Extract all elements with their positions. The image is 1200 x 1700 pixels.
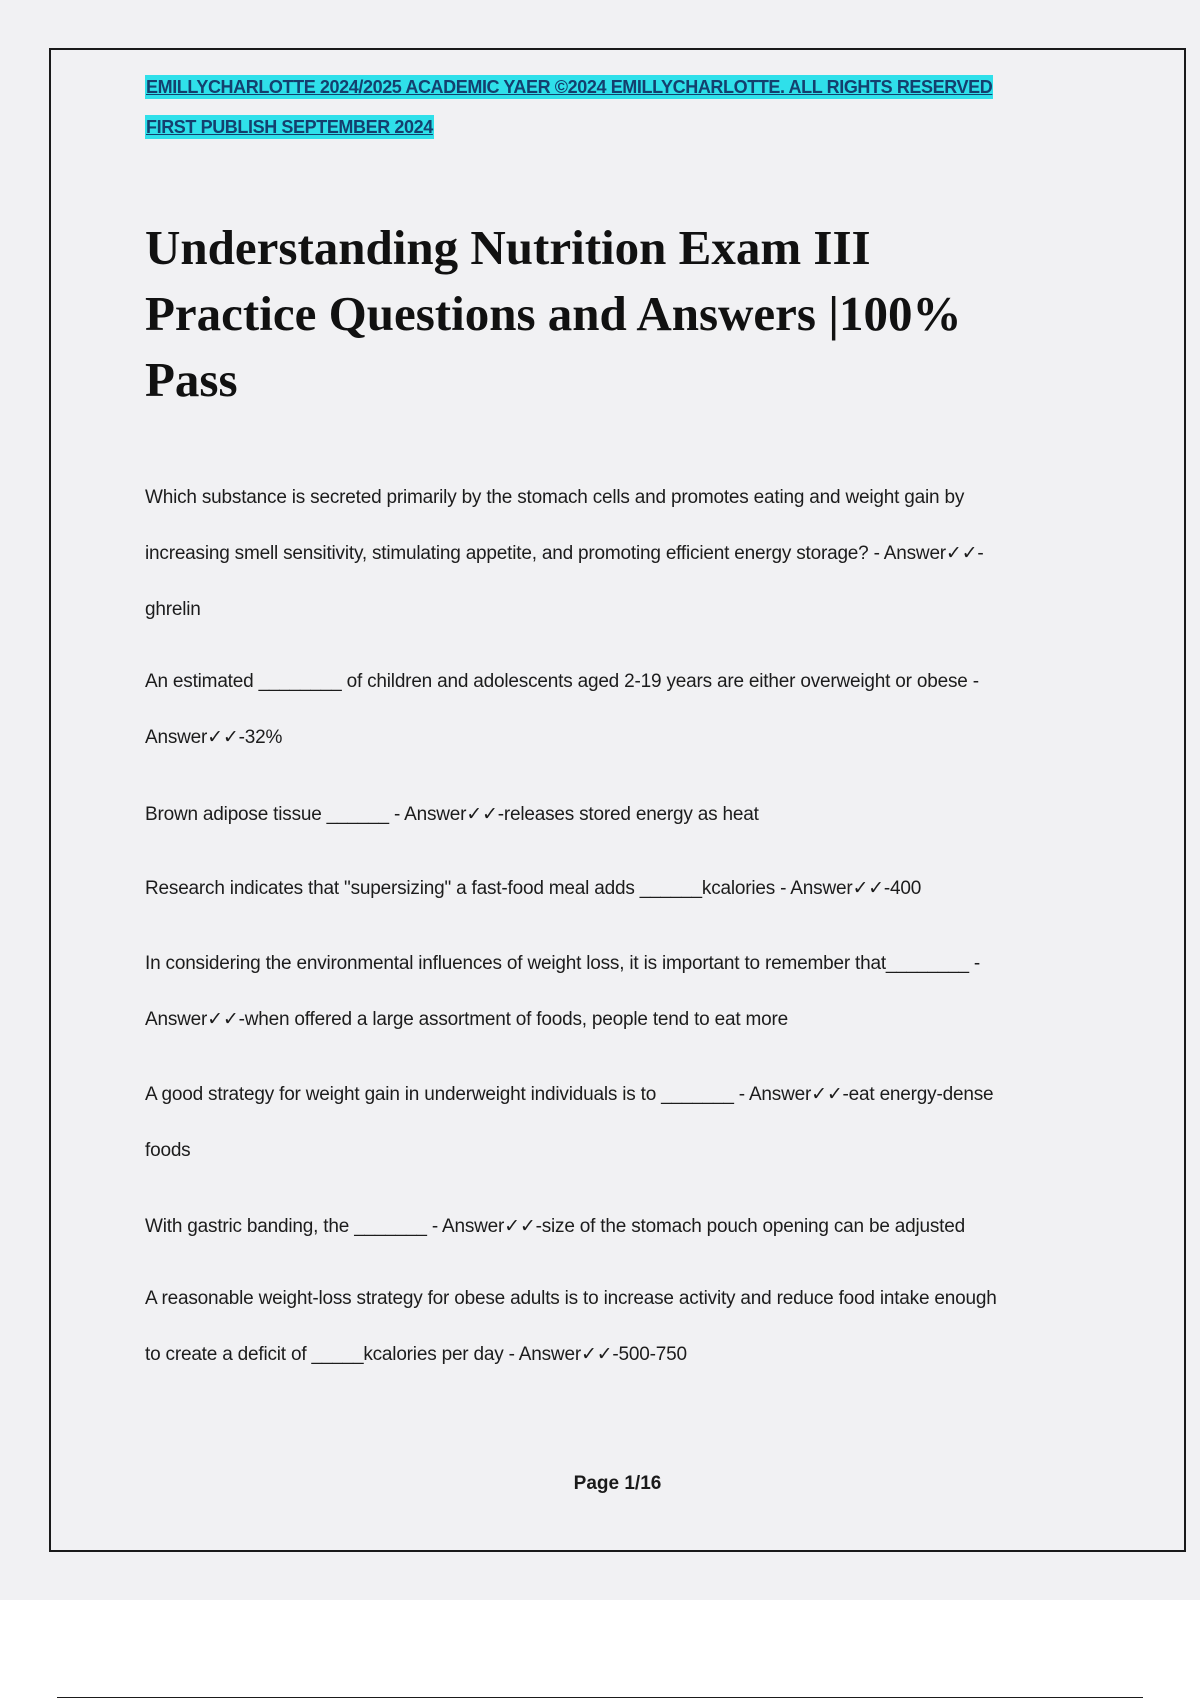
qa-item xyxy=(145,861,1085,917)
qa-line: A reasonable weight-loss strategy for obese adults is to increase activity and reduce food intake enough xyxy=(145,1288,997,1309)
title-line-3: Pass xyxy=(145,352,238,407)
qa-line: ghrelin xyxy=(145,599,201,620)
qa-line: Answer✓✓-32% xyxy=(145,727,283,748)
qa-item xyxy=(145,936,1085,1048)
qa-item xyxy=(145,470,1085,638)
qa-line: With gastric banding, the _______ - Answer✓✓-size of the stomach pouch opening can be adjusted xyxy=(145,1216,965,1237)
qa-line: foods xyxy=(145,1140,191,1161)
qa-line: An estimated ________ of children and adolescents aged 2-19 years are either overweight or obese - xyxy=(145,671,979,692)
qa-line: to create a deficit of _____kcalories per day - Answer✓✓-500-750 xyxy=(145,1344,687,1365)
qa-line: Answer✓✓-when offered a large assortment of foods, people tend to eat more xyxy=(145,1009,789,1030)
title-line-1: Understanding Nutrition Exam III xyxy=(145,220,871,275)
qa-item xyxy=(145,1271,1085,1383)
qa-line: In considering the environmental influences of weight loss, it is important to remember that________ - xyxy=(145,953,981,974)
qa-item xyxy=(145,1067,1085,1179)
qa-item xyxy=(145,654,1085,766)
qa-item xyxy=(145,787,1085,843)
title-line-2: Practice Questions and Answers |100% xyxy=(145,286,962,341)
divider xyxy=(57,1697,1143,1698)
qa-line: Research indicates that "supersizing" a fast-food meal adds ______kcalories - Answer✓✓-400 xyxy=(145,878,922,899)
qa-line: Brown adipose tissue ______ - Answer✓✓-releases stored energy as heat xyxy=(145,804,759,825)
document-title xyxy=(145,215,1105,413)
page-number: Page 1/16 xyxy=(573,1473,662,1494)
next-page-area xyxy=(0,1600,1200,1700)
qa-item xyxy=(145,1199,1085,1255)
qa-line: increasing smell sensitivity, stimulating appetite, and promoting efficient energy storage? - Answer✓✓- xyxy=(145,543,984,564)
publish-date-header: FIRST PUBLISH SEPTEMBER 2024 xyxy=(146,117,433,137)
copyright-header: EMILLYCHARLOTTE 2024/2025 ACADEMIC YAER ©2024 EMILLYCHARLOTTE. ALL RIGHTS RESERVED xyxy=(146,77,993,97)
qa-line: A good strategy for weight gain in underweight individuals is to _______ - Answer✓✓-eat energy-dense xyxy=(145,1084,994,1105)
qa-line: Which substance is secreted primarily by the stomach cells and promotes eating and weight gain by xyxy=(145,487,965,508)
